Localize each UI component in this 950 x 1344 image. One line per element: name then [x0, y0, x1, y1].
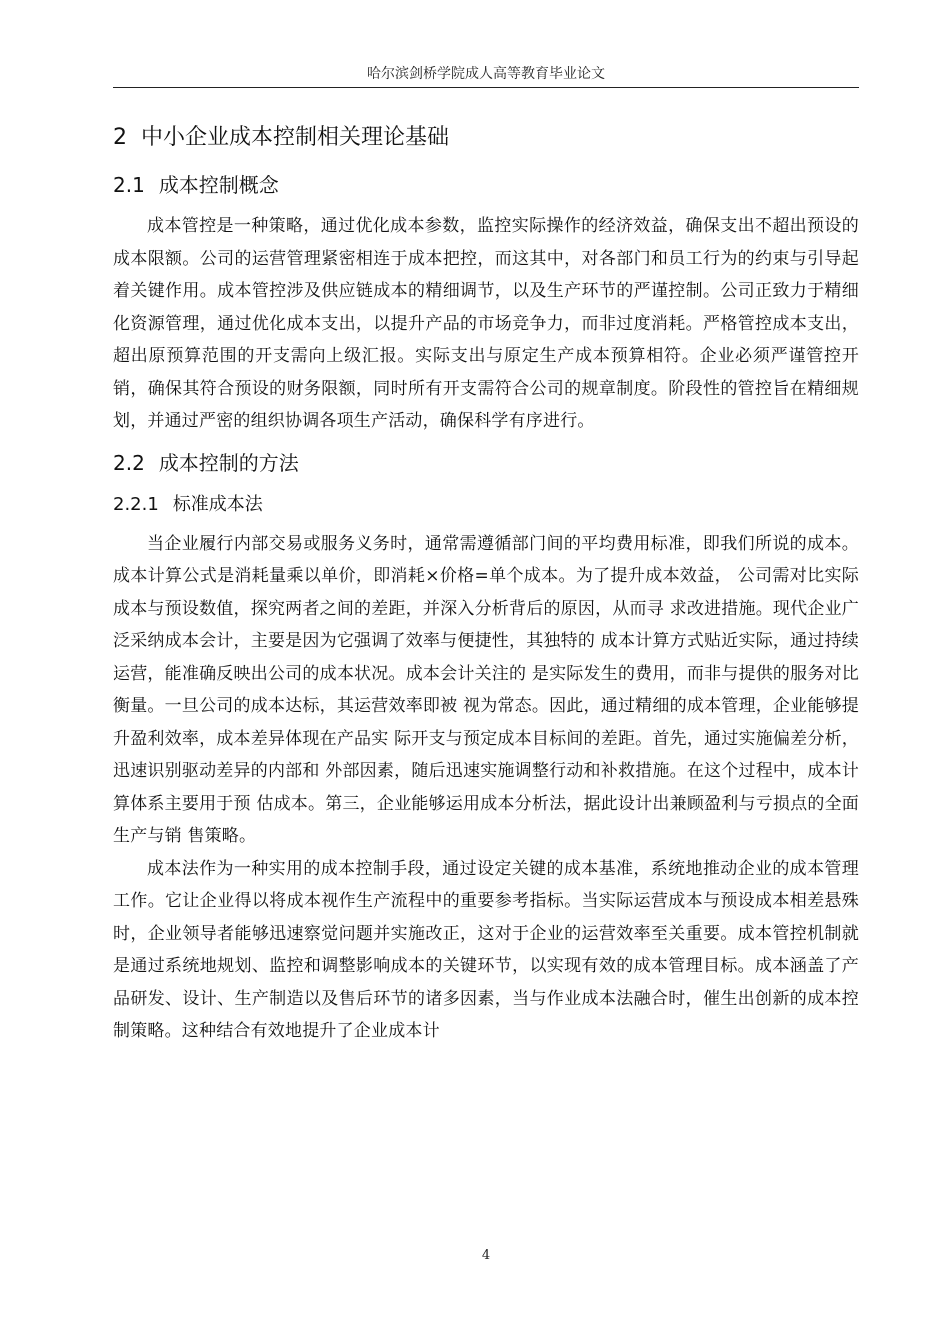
chapter-heading	[113, 118, 859, 158]
subsection-title: 标准成本法	[172, 493, 263, 515]
section-heading-2-2	[113, 444, 859, 482]
section-title: 成本控制的方法	[158, 450, 299, 475]
running-header: 哈尔滨剑桥学院成人高等教育毕业论文	[367, 66, 605, 82]
section-title: 成本控制概念	[158, 173, 279, 197]
header-divider	[113, 87, 859, 88]
section-number: 2.1	[113, 173, 145, 197]
paragraph: 成本管控是一种策略，通过优化成本参数，监控实际操作的经济效益，确保支出不超出预设的成本限额。公司的运营管理紧密相连于成本把控，而这其中，对各部门和员工行为的约束与引导起着关键作用。成本管控涉及供应链成本的精细调节，以及生产环节的严谨控制。公司正致力于精细化资源管理，通过优化成本支出，以提升产品的市场竞争力，而非过度消耗。严格管控成本支出，超出原预算范围的开支需向上级汇报。实际支出与原定生产成本预算相符。企业必须严谨管控开销，确保其符合预设的财务限额，同时所有开支需符合公司的规章制度。阶段性的管控旨在精细规划，并通过严密的组织协调各项生产活动，确保科学有序进行。	[113, 216, 859, 431]
chapter-title: 中小企业成本控制相关理论基础	[141, 125, 450, 150]
page-body	[113, 118, 859, 1048]
subsection-number: 2.2.1	[113, 493, 159, 515]
page-number: 4	[481, 1248, 491, 1263]
subsection-heading-2-2-1	[113, 488, 859, 522]
section-number: 2.2	[113, 450, 145, 475]
chapter-number: 2	[113, 125, 127, 150]
section-heading-2-1	[113, 166, 859, 204]
paragraph: 成本法作为一种实用的成本控制手段，通过设定关键的成本基准，系统地推动企业的成本管理工作。它让企业得以将成本视作生产流程中的重要参考指标。当实际运营成本与预设成本相差悬殊时，企业领导者能够迅速察觉问题并实施改正，这对于企业的运营效率至关重要。成本管控机制就是通过系统地规划、监控和调整影响成本的关键环节，以实现有效的成本管理目标。成本涵盖了产品研发、设计、生产制造以及售后环节的诸多因素，当与作业成本法融合时，催生出创新的成本控制策略。这种结合有效地提升了企业成本计	[113, 858, 859, 1041]
paragraph: 当企业履行内部交易或服务义务时，通常需遵循部门间的平均费用标准，即我们所说的成本。成本计算公式是消耗量乘以单价，即消耗×价格=单个成本。为了提升成本效益， 公司需对比实际成本与预设数值，探究两者之间的差距，并深入分析背后的原因，从而寻 求改进措施。现代企业广泛采纳成本会计，主要是因为它强调了效率与便捷性，其独特的 成本计算方式贴近实际，通过持续运营，能准确反映出公司的成本状况。成本会计关注的 是实际发生的费用，而非与提供的服务对比衡量。一旦公司的成本达标，其运营效率即被 视为常态。因此，通过精细的成本管理，企业能够提升盈利效率，成本差异体现在产品实 际开支与预定成本目标间的差距。首先，通过实施偏差分析，迅速识别驱动差异的内部和 外部因素，随后迅速实施调整行动和补救措施。在这个过程中，成本计算体系主要用于预 估成本。第三，企业能够运用成本分析法，据此设计出兼顾盈利与亏损点的全面生产与销 售策略。	[113, 533, 859, 846]
